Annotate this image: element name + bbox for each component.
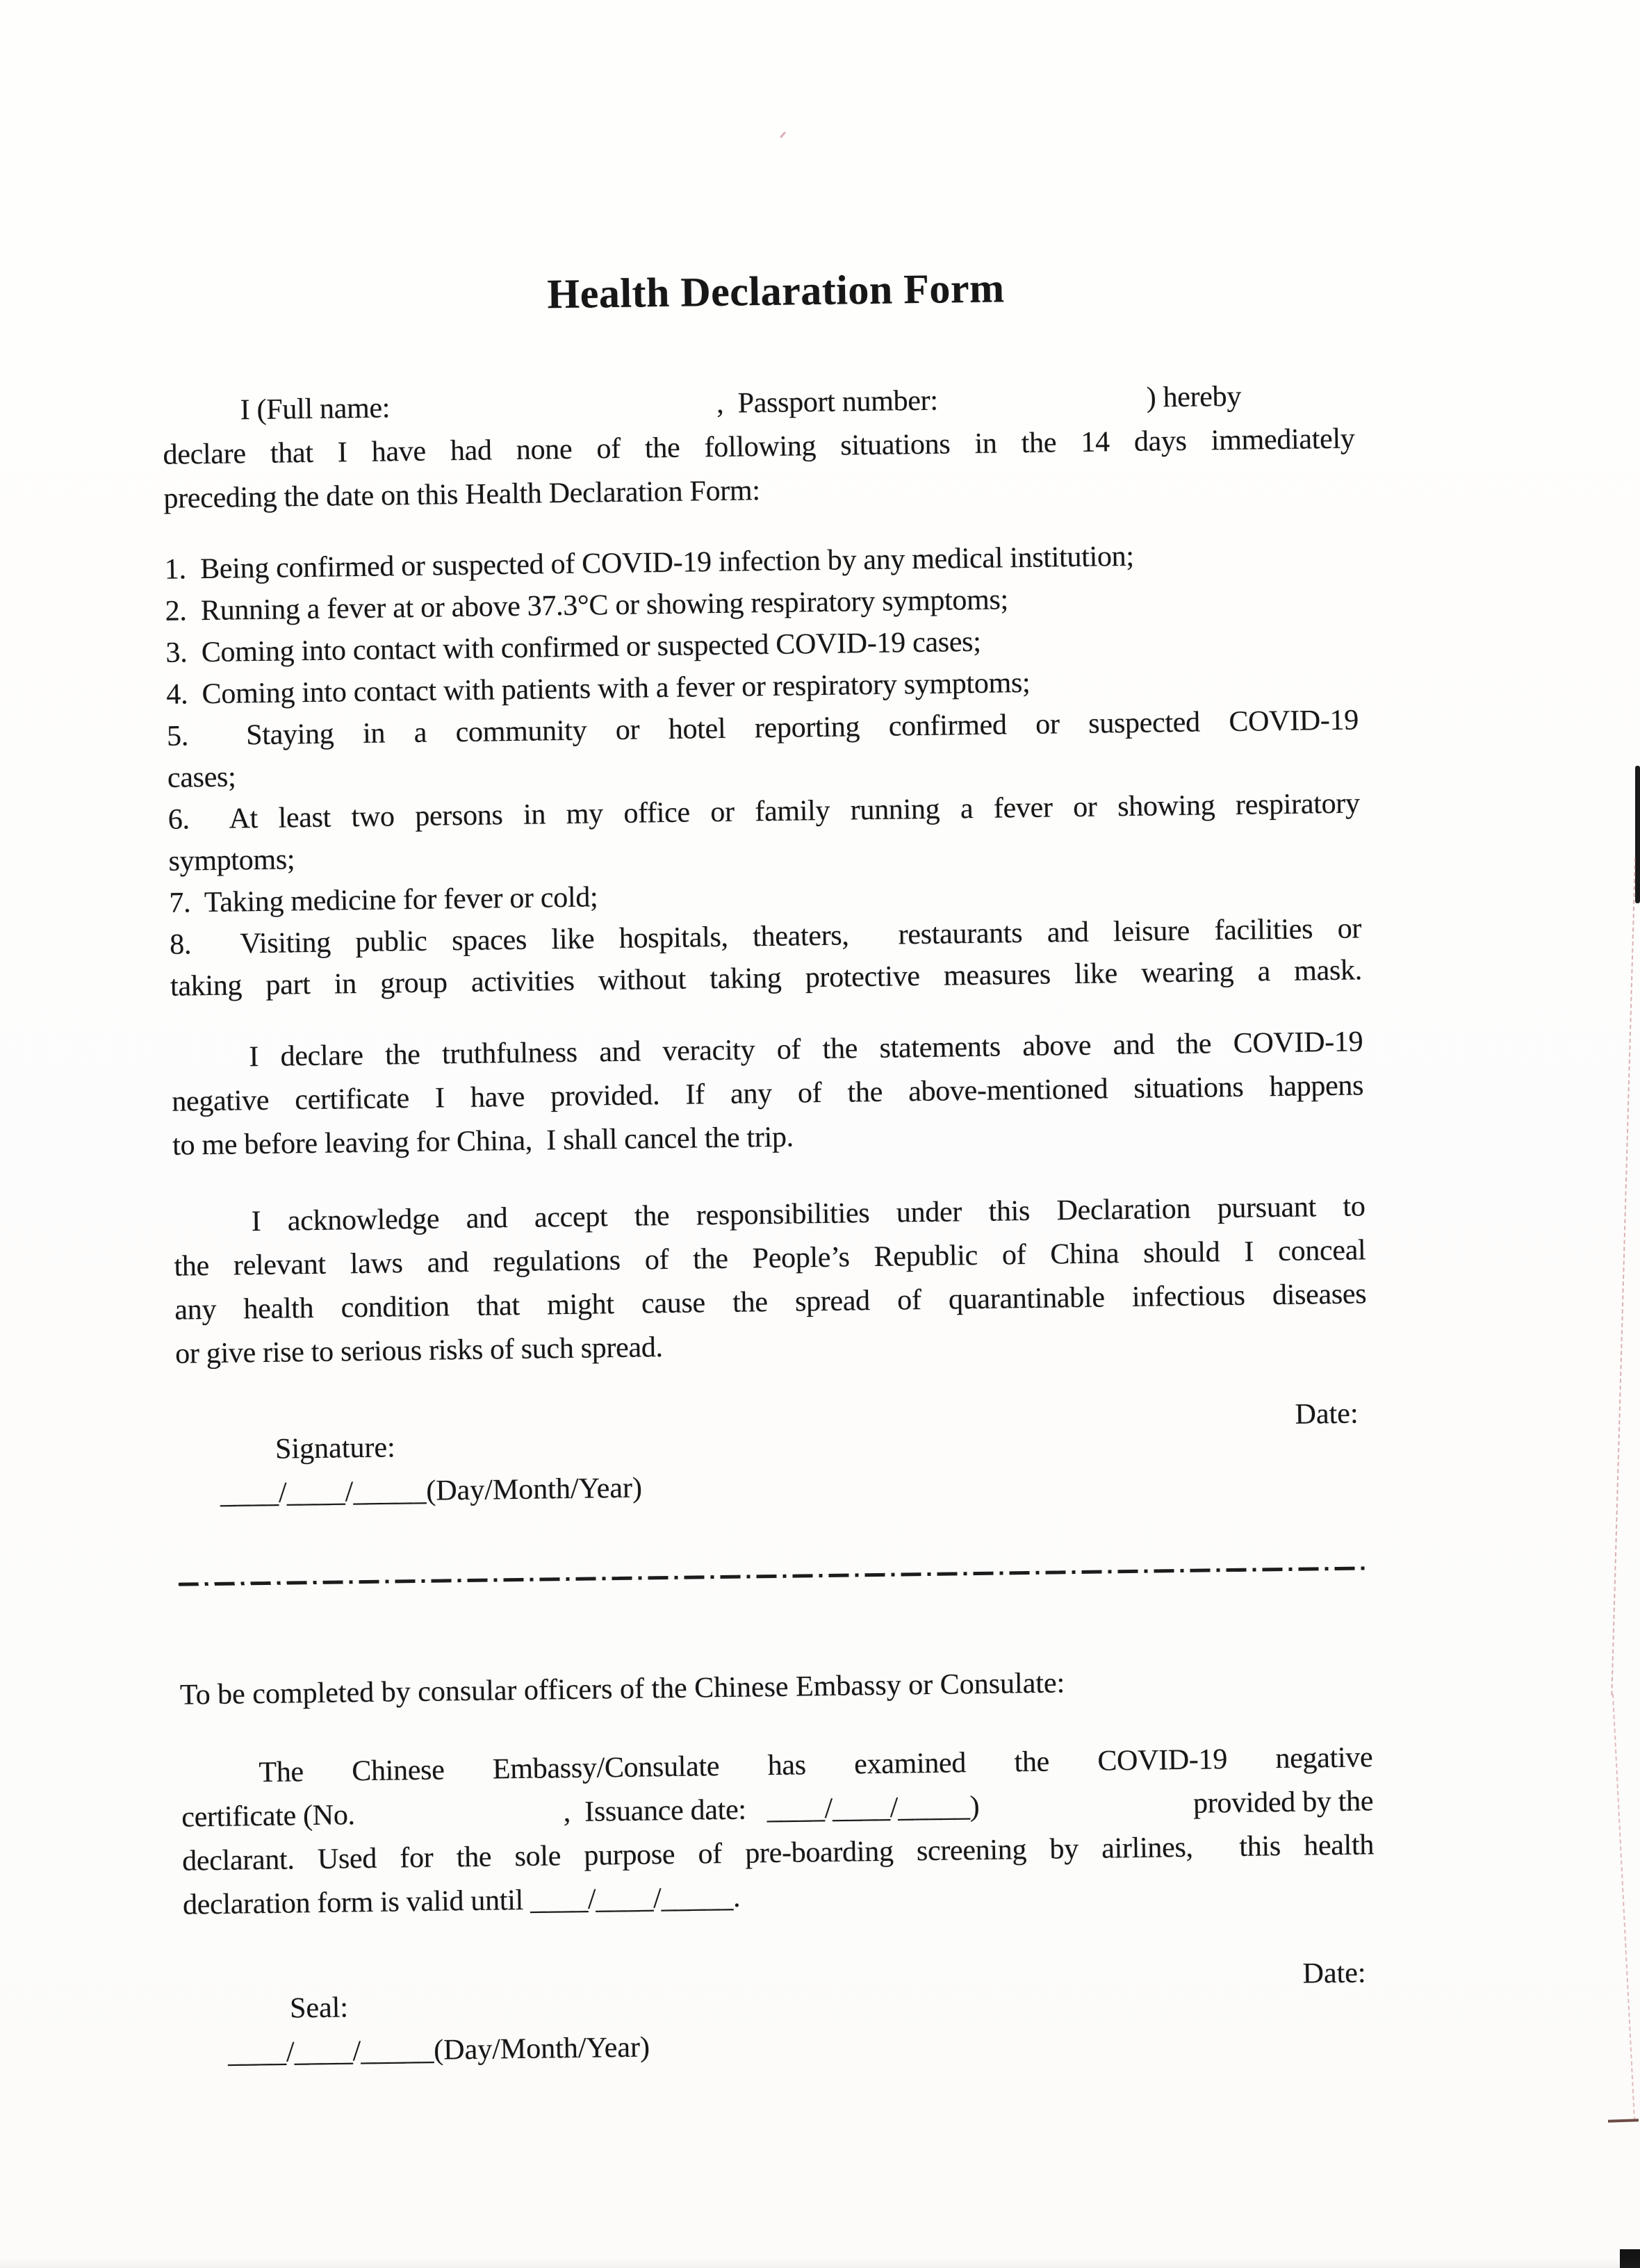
first-line-indent xyxy=(163,418,240,420)
truthfulness-line-3: to me before leaving for China, I shall cancel the trip. xyxy=(172,1121,794,1162)
seal-date-label: Date: xyxy=(1302,1957,1366,1990)
acknowledgement-line-1: I acknowledge and accept the responsibilities under this Declaration pursuant to xyxy=(251,1190,1366,1238)
full-name-blank xyxy=(390,412,716,417)
line-fill-gap xyxy=(979,1812,1193,1816)
list-item-2: 2. Running a fever at or above 37.3°C or showing respiratory symptoms; xyxy=(165,584,1009,627)
scan-artifact-red-line-upper xyxy=(1611,858,1636,1695)
certificate-number-label: certificate (No. xyxy=(181,1799,355,1834)
list-item-4: 4. Coming into contact with patients with a fever or respiratory symptoms; xyxy=(165,666,1031,711)
truthfulness-paragraph xyxy=(171,1020,1364,1167)
acknowledgement-line-2: the relevant laws and regulations of the People’s Republic of China should I conceal xyxy=(174,1234,1366,1283)
list-item-8-continuation: taking part in group activities without taking protective measures like wearing a mask. xyxy=(170,954,1363,1003)
full-name-label: I (Full name: xyxy=(240,392,391,427)
date-label: Date: xyxy=(1295,1397,1359,1431)
truthfulness-line-2: negative certificate I have provided. If any of the above-mentioned situations happens xyxy=(171,1069,1364,1118)
issuance-date-blanks: ____/____/_____) xyxy=(766,1790,980,1826)
intro-line-3: preceding the date on this Health Declaration Form: xyxy=(163,475,760,515)
valid-until-label: declaration form is valid until xyxy=(182,1884,524,1921)
scan-artifact-bottom-shade xyxy=(0,2258,1640,2268)
seal-label: Seal: xyxy=(289,1991,349,2025)
acknowledgement-line-3: any health condition that might cause the spread of quarantinable infectious diseases xyxy=(174,1278,1367,1326)
consular-section-header: To be completed by consular officers of the Chinese Embassy or Consulate: xyxy=(179,1667,1065,1711)
dashed-divider xyxy=(179,1566,1370,1586)
day-month-year-label: (Day/Month/Year) xyxy=(425,1472,643,1507)
list-item-5: 5. Staying in a community or hotel reporting confirmed or suspected COVID-19 xyxy=(166,704,1359,753)
embassy-line-3: declarant. Used for the sole purpose of pre-boarding screening by airlines, this health xyxy=(181,1829,1375,1877)
declaration-list xyxy=(164,532,1362,1007)
valid-until-blanks: ____/____/_____ xyxy=(530,1881,734,1916)
acknowledgement-paragraph xyxy=(173,1185,1367,1376)
intro-paragraph xyxy=(162,373,1355,520)
scan-artifact-horizontal-tick xyxy=(1608,2119,1639,2123)
list-item-1: 1. Being confirmed or suspected of COVID-19 infection by any medical institution; xyxy=(164,540,1134,586)
truthfulness-line-1: I declare the truthfulness and veracity of the statements above and the COVID-19 xyxy=(249,1026,1363,1074)
passport-number-label: , Passport number: xyxy=(716,384,938,420)
scanned-form-page xyxy=(161,257,1377,2076)
list-item-5-continuation: cases; xyxy=(167,761,236,794)
seal-day-month-year-label: (Day/Month/Year) xyxy=(433,2031,650,2066)
signature-label: Signature: xyxy=(274,1431,396,1465)
list-item-7: 7. Taking medicine for fever or cold; xyxy=(169,881,598,919)
passport-number-blank xyxy=(938,406,1147,410)
scan-artifact-edge-sliver xyxy=(1635,766,1640,903)
signature-date-blanks: ____/____/_____ xyxy=(220,1474,427,1510)
list-item-3: 3. Coming into contact with confirmed or suspected COVID-19 cases; xyxy=(165,625,981,669)
list-item-8: 8. Visiting public spaces like hospitals, theaters, restaurants and leisure facilities or xyxy=(169,912,1362,961)
provided-by-label: provided by the xyxy=(1192,1785,1374,1820)
list-item-6-continuation: symptoms; xyxy=(168,844,295,878)
hereby-label: ) hereby xyxy=(1146,380,1242,414)
intro-line-2: declare that I have had none of the following situations in the 14 days immediately xyxy=(163,422,1355,471)
scan-artifact-red-line-lower xyxy=(1612,1694,1635,2121)
embassy-paragraph xyxy=(181,1736,1375,1927)
valid-until-period: . xyxy=(732,1881,741,1914)
page-title: Health Declaration Form xyxy=(547,265,1005,318)
seal-date-blanks: ____/____/_____ xyxy=(227,2034,434,2069)
list-item-6: 6. At least two persons in my office or family running a fever or showing respiratory xyxy=(167,787,1360,836)
issuance-date-label: , Issuance date: xyxy=(563,1793,747,1829)
certificate-number-blank xyxy=(355,1821,564,1824)
acknowledgement-line-4: or give rise to serious risks of such spread. xyxy=(174,1331,664,1370)
scan-artifact-top-mark xyxy=(780,131,791,142)
embassy-line-1: The Chinese Embassy/Consulate has examined the COVID-19 negative xyxy=(259,1741,1373,1789)
